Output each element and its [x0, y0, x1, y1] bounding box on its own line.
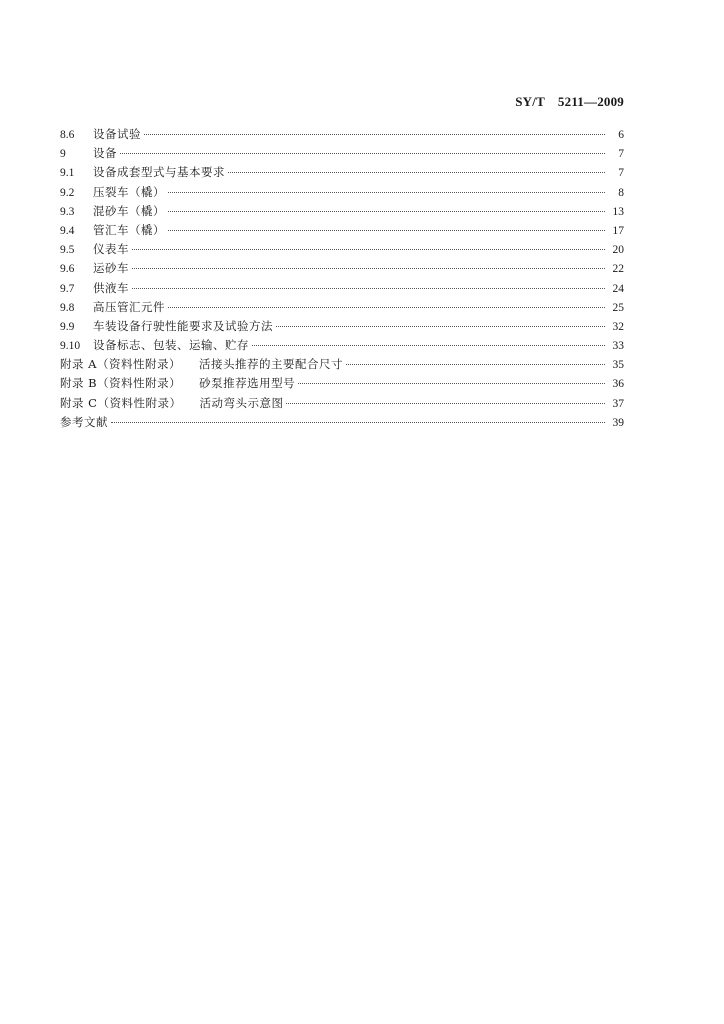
- dot-leader: [132, 248, 605, 250]
- toc-entry-number: 9.4: [60, 224, 75, 237]
- dot-leader: [346, 363, 605, 365]
- toc-entry-number: 9.3: [60, 205, 75, 218]
- toc-entry-number: 9.10: [60, 340, 81, 353]
- toc-entry-title: 管汇车（橇）: [93, 222, 165, 237]
- toc-entry-number: 9.2: [60, 186, 75, 199]
- toc-entry-title: 压裂车（橇）: [93, 184, 165, 199]
- toc-entry-number: 9: [60, 148, 66, 161]
- toc-entry-number: 9.1: [60, 167, 75, 180]
- appendix-label: 附录 C（资料性附录）: [60, 395, 182, 410]
- toc-entry-page: 17: [612, 224, 624, 237]
- toc-entry-title: 供液车: [93, 280, 129, 295]
- toc-entry-9[interactable]: [60, 144, 624, 163]
- dot-leader: [252, 344, 605, 346]
- toc-entry-9-9[interactable]: [60, 317, 624, 336]
- toc-entry-number: 8.6: [60, 129, 75, 141]
- toc-entry-page: 39: [612, 416, 624, 429]
- toc-entry-page: 13: [612, 205, 624, 218]
- dot-leader: [132, 287, 605, 289]
- table-of-contents: [60, 125, 624, 432]
- toc-entry-page: 24: [612, 282, 624, 295]
- toc-entry-number: 9.7: [60, 282, 75, 295]
- toc-entry-title: 设备标志、包装、运输、贮存: [93, 338, 249, 353]
- toc-entry-page: 7: [618, 148, 624, 161]
- toc-entry-title: 混砂车（橇）: [93, 203, 165, 218]
- toc-entry-page: 25: [612, 301, 624, 314]
- toc-entry-9-1[interactable]: [60, 163, 624, 182]
- dot-leader: [168, 191, 605, 193]
- appendix-title: 活接头推荐的主要配合尺寸: [198, 357, 343, 372]
- dot-leader: [111, 421, 605, 423]
- toc-entry-page: 37: [612, 397, 624, 410]
- toc-entry-9-5[interactable]: [60, 240, 624, 259]
- toc-entry-page: 32: [612, 320, 624, 333]
- toc-references[interactable]: [60, 413, 624, 432]
- toc-entry-title: 车装设备行驶性能要求及试验方法: [93, 318, 273, 333]
- toc-entry-9-8[interactable]: [60, 298, 624, 317]
- toc-entry-9-3[interactable]: [60, 202, 624, 221]
- dot-leader: [298, 382, 605, 384]
- toc-entry-9-7[interactable]: [60, 279, 624, 298]
- dot-leader: [120, 152, 605, 154]
- toc-entry-9-6[interactable]: [60, 259, 624, 278]
- appendix-label: 附录 A（资料性附录）: [60, 357, 181, 372]
- toc-entry-title: 高压管汇元件: [93, 299, 165, 314]
- toc-entry-number: 9.5: [60, 244, 75, 257]
- appendix-title: 活动弯头示意图: [199, 395, 284, 410]
- toc-entry-title: 仪表车: [93, 242, 129, 257]
- dot-leader: [144, 133, 605, 135]
- toc-entry-9-4[interactable]: [60, 221, 624, 240]
- references-title: 参考文献: [60, 414, 108, 429]
- toc-appendix-b[interactable]: [60, 374, 624, 393]
- toc-entry-page: 36: [612, 378, 624, 391]
- toc-entry-title: 运砂车: [93, 261, 129, 276]
- appendix-title: 砂泵推荐选用型号: [199, 376, 296, 391]
- appendix-label: 附录 B（资料性附录）: [60, 376, 182, 391]
- toc-entry-title: 设备: [93, 146, 117, 161]
- dot-leader: [286, 402, 605, 404]
- standard-code: SY/T 5211—2009: [515, 94, 624, 109]
- toc-entry-page: 22: [612, 263, 624, 276]
- toc-entry-number: 9.6: [60, 263, 75, 276]
- toc-entry-title: 设备成套型式与基本要求: [93, 165, 225, 180]
- toc-entry-number: 9.8: [60, 301, 75, 314]
- toc-appendix-c[interactable]: [60, 394, 624, 413]
- toc-entry-9-2[interactable]: [60, 183, 624, 202]
- toc-entry-page: 35: [612, 359, 624, 372]
- toc-entry-number: 9.9: [60, 320, 75, 333]
- toc-entry-page: 8: [618, 186, 624, 199]
- toc-entry-page: 33: [612, 340, 624, 353]
- toc-entry-8-6[interactable]: [60, 125, 624, 144]
- toc-appendix-a[interactable]: [60, 355, 624, 374]
- toc-entry-page: 6: [618, 129, 624, 141]
- toc-entry-title: 设备试验: [93, 127, 141, 141]
- dot-leader: [168, 210, 605, 212]
- dot-leader: [168, 306, 605, 308]
- dot-leader: [168, 229, 605, 231]
- toc-entry-page: 20: [612, 244, 624, 257]
- toc-entry-9-10[interactable]: [60, 336, 624, 355]
- toc-entry-page: 7: [618, 167, 624, 180]
- dot-leader: [276, 325, 605, 327]
- dot-leader: [132, 267, 605, 269]
- dot-leader: [228, 171, 605, 173]
